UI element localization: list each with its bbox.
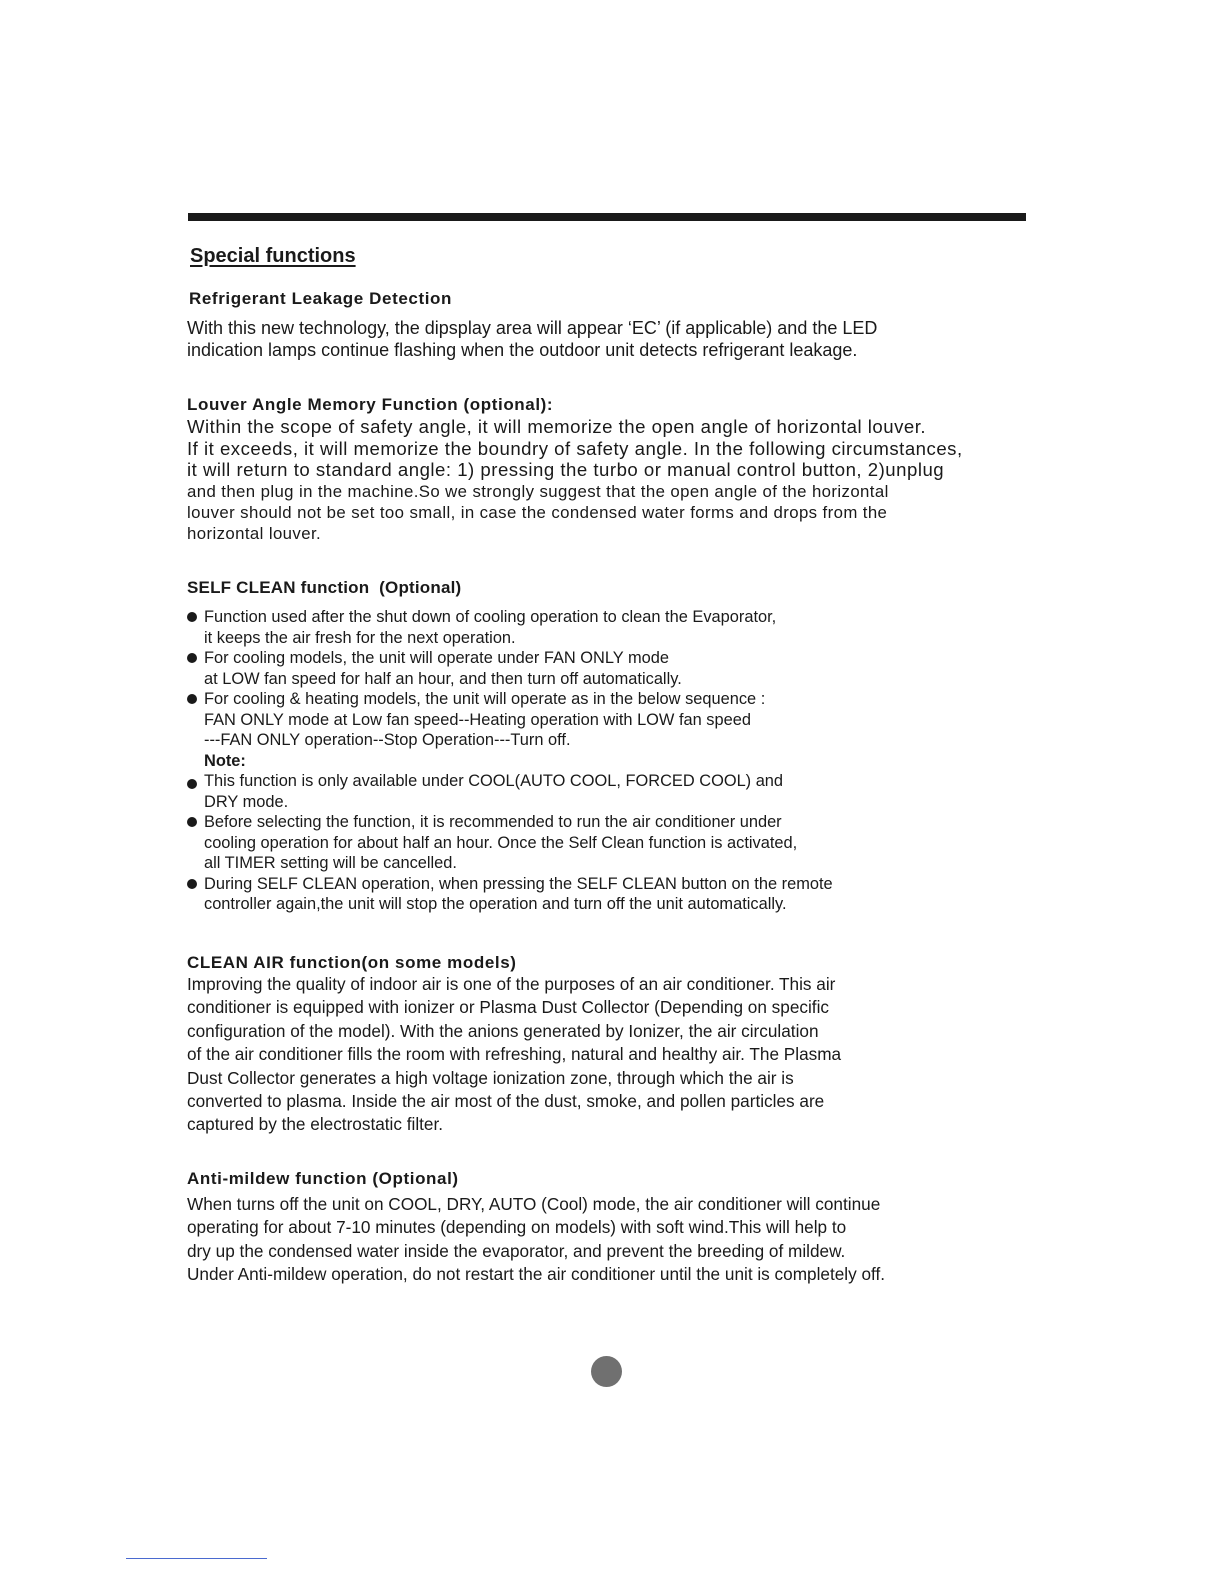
list-item-line: Function used after the shut down of cooling operation to clean the Evaporator,	[204, 608, 777, 626]
anti-mildew-heading-optional: (Optional)	[367, 1169, 459, 1188]
clean-air-line: converted to plasma. Inside the air most of the dust, smoke, and pollen particles are	[187, 1091, 825, 1112]
self-clean-heading-rest: function	[295, 578, 380, 597]
louver-line: If it exceeds, it will memorize the boundry of safety angle. In the following circumstances,	[187, 437, 963, 459]
self-clean-section	[187, 578, 833, 915]
refrigerant-line: With this new technology, the dipsplay area will appear ‘EC’ (if applicable) and the LED	[187, 318, 878, 338]
note-label: Note:	[204, 751, 246, 770]
top-divider-bar	[188, 213, 1026, 221]
list-item	[187, 771, 833, 812]
note-list	[187, 771, 833, 915]
list-item-line: all TIMER setting will be cancelled.	[204, 854, 457, 872]
clean-air-line: captured by the electrostatic filter.	[187, 1114, 444, 1135]
list-item-line: During SELF CLEAN operation, when pressing the SELF CLEAN button on the remote	[204, 874, 833, 893]
louver-line: it will return to standard angle: 1) pressing the turbo or manual control button, 2)unplug	[187, 459, 945, 480]
louver-line: louver should not be set too small, in case the condensed water forms and drops from the	[187, 502, 888, 522]
bullet-icon	[187, 653, 197, 663]
louver-line: and then plug in the machine.So we strongly suggest that the open angle of the horizontal	[187, 481, 889, 501]
clean-air-line: configuration of the model). With the anions generated by Ionizer, the air circulation	[187, 1020, 819, 1041]
list-item-line: Before selecting the function, it is recommended to run the air conditioner under	[204, 813, 782, 831]
louver-line: Within the scope of safety angle, it will memorize the open angle of horizontal louver.	[187, 416, 927, 437]
list-item-line: at LOW fan speed for half an hour, and then turn off automatically.	[204, 669, 682, 688]
bullet-icon	[187, 879, 197, 889]
bullet-icon	[187, 612, 197, 622]
self-clean-heading	[187, 578, 833, 598]
list-item-line: controller again,the unit will stop the operation and turn off the unit automatically.	[204, 895, 787, 913]
anti-mildew-line: Under Anti-mildew operation, do not restart the air conditioner until the unit is completely off.	[187, 1264, 886, 1285]
list-item-line: For cooling models, the unit will operate under FAN ONLY mode	[204, 649, 669, 667]
page-marker-icon	[591, 1356, 622, 1387]
list-item	[187, 648, 833, 689]
self-clean-heading-optional: (Optional)	[379, 578, 462, 597]
page-title: Special functions	[190, 245, 356, 267]
clean-air-heading: CLEAN AIR function(on some models)	[187, 953, 517, 972]
refrigerant-line: indication lamps continue flashing when the outdoor unit detects refrigerant leakage.	[187, 340, 858, 360]
anti-mildew-line: operating for about 7-10 minutes (depending on models) with soft wind.This will help to	[187, 1217, 847, 1238]
louver-section	[187, 395, 963, 544]
list-item	[187, 689, 833, 751]
clean-air-line: of the air conditioner fills the room with refreshing, natural and healthy air. The Plasma	[187, 1044, 842, 1065]
anti-mildew-section	[187, 1169, 885, 1287]
bullet-icon	[187, 694, 197, 704]
anti-mildew-line: When turns off the unit on COOL, DRY, AUTO (Cool) mode, the air conditioner will continue	[187, 1194, 881, 1214]
list-item-line: This function is only available under COOL(AUTO COOL, FORCED COOL) and	[204, 772, 784, 790]
clean-air-line: conditioner is equipped with ionizer or Plasma Dust Collector (Depending on specific	[187, 997, 829, 1018]
list-item	[187, 607, 833, 648]
bullet-icon	[187, 779, 197, 789]
clean-air-section	[187, 953, 841, 1137]
list-item-line: cooling operation for about half an hour. Once the Self Clean function is activated,	[204, 833, 798, 852]
anti-mildew-line: dry up the condensed water inside the evaporator, and prevent the breeding of mildew.	[187, 1240, 846, 1261]
list-item-line: For cooling & heating models, the unit will operate as in the below sequence :	[204, 690, 766, 708]
list-item	[187, 874, 833, 915]
list-item-line: FAN ONLY mode at Low fan speed--Heating operation with LOW fan speed	[204, 710, 751, 729]
self-clean-list	[187, 607, 833, 751]
list-item-line: ---FAN ONLY operation--Stop Operation---Turn off.	[204, 731, 571, 749]
bullet-icon	[187, 817, 197, 827]
anti-mildew-heading	[187, 1169, 885, 1189]
louver-line: horizontal louver.	[187, 523, 322, 543]
footer-divider	[126, 1558, 267, 1559]
clean-air-line: Dust Collector generates a high voltage ionization zone, through which the air is	[187, 1067, 794, 1088]
anti-mildew-heading-main: Anti-mildew function	[187, 1169, 368, 1188]
clean-air-line: Improving the quality of indoor air is one of the purposes of an air conditioner. This air	[187, 974, 836, 994]
self-clean-heading-main: SELF CLEAN	[187, 578, 296, 597]
refrigerant-section	[187, 289, 877, 361]
list-item	[187, 812, 833, 874]
refrigerant-heading: Refrigerant Leakage Detection	[189, 289, 453, 308]
louver-heading: Louver Angle Memory Function (optional):	[187, 395, 554, 414]
list-item-line: it keeps the air fresh for the next operation.	[204, 628, 516, 647]
list-item-line: DRY mode.	[204, 792, 289, 811]
